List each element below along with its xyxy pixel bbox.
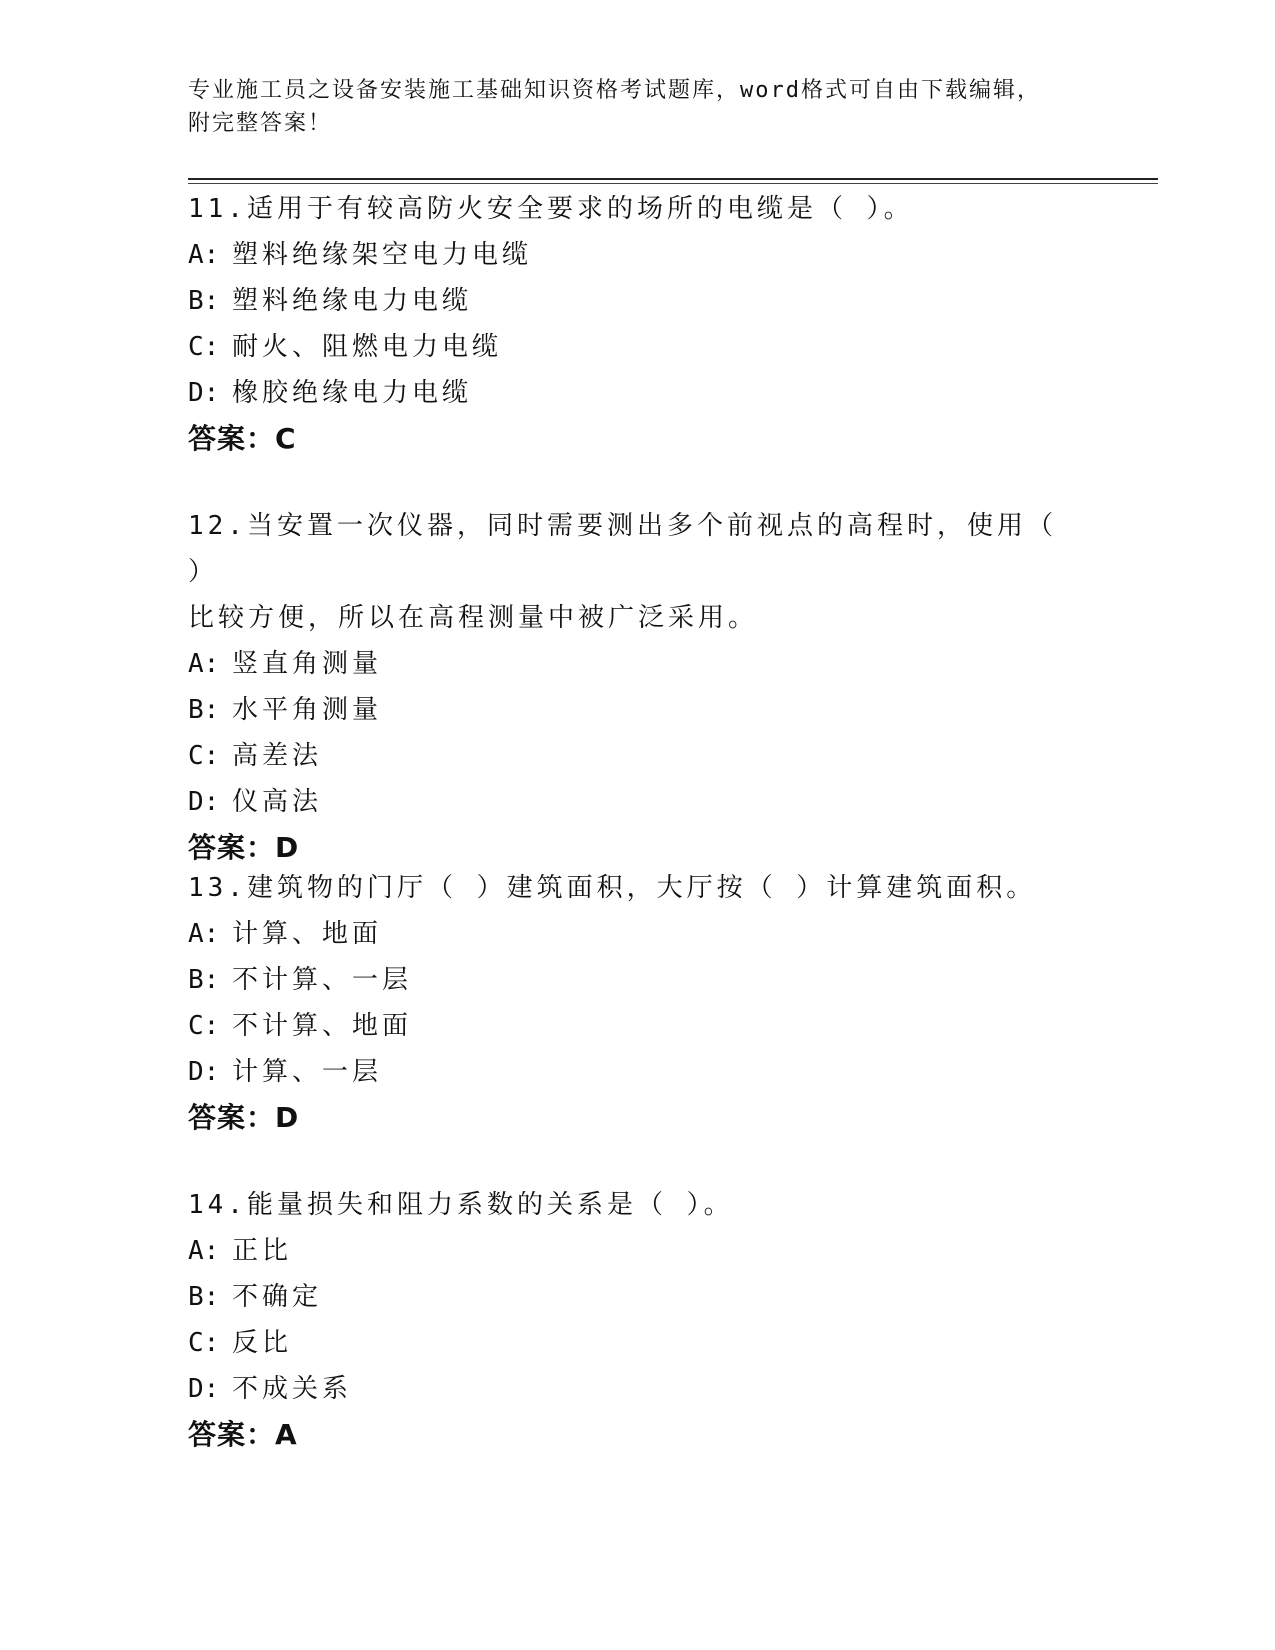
option-d <box>188 1049 1088 1095</box>
header-divider-thin <box>188 183 1158 184</box>
option-b <box>188 278 1088 324</box>
option-key: B: <box>188 965 220 995</box>
question-14 <box>188 1182 1088 1458</box>
option-c <box>188 733 1088 779</box>
option-b <box>188 1274 1088 1320</box>
option-d <box>188 779 1088 825</box>
option-text: 计算、一层 <box>232 1057 383 1087</box>
option-a <box>188 641 1088 687</box>
option-text: 不计算、一层 <box>232 965 413 995</box>
option-text: 竖直角测量 <box>232 649 383 679</box>
option-key: A: <box>188 240 220 270</box>
option-a <box>188 1228 1088 1274</box>
answer-line: 答案：A <box>188 1418 298 1451</box>
option-key: D: <box>188 1057 220 1087</box>
answer-line: 答案：D <box>188 831 300 864</box>
question-12 <box>188 503 1088 871</box>
question-stem: 11.适用于有较高防火安全要求的场所的电缆是（ ）。 <box>188 194 914 224</box>
option-key: A: <box>188 1236 220 1266</box>
option-text: 计算、地面 <box>232 919 383 949</box>
option-d <box>188 1366 1088 1412</box>
option-c <box>188 324 1088 370</box>
option-d <box>188 370 1088 416</box>
option-key: B: <box>188 286 220 316</box>
option-key: D: <box>188 787 220 817</box>
option-key: C: <box>188 332 220 362</box>
option-b <box>188 687 1088 733</box>
option-key: B: <box>188 695 220 725</box>
option-key: D: <box>188 378 220 408</box>
question-stem: 13.建筑物的门厅（ ）建筑面积，大厅按（ ）计算建筑面积。 <box>188 873 1037 903</box>
option-key: C: <box>188 1328 220 1358</box>
header-line-2: 附完整答案！ <box>188 111 333 136</box>
option-text: 塑料绝缘架空电力电缆 <box>232 240 533 270</box>
question-stem-line-2: 比较方便，所以在高程测量中被广泛采用。 <box>188 603 759 633</box>
option-key: C: <box>188 1011 220 1041</box>
question-stem: 14.能量损失和阻力系数的关系是（ ）。 <box>188 1190 734 1220</box>
option-text: 水平角测量 <box>232 695 383 725</box>
option-c <box>188 1320 1088 1366</box>
answer-line: 答案：C <box>188 422 297 455</box>
option-text: 不计算、地面 <box>232 1011 413 1041</box>
header-line-1: 专业施工员之设备安装施工基础知识资格考试题库，word格式可自由下载编辑， <box>188 78 1041 103</box>
option-text: 塑料绝缘电力电缆 <box>232 286 473 316</box>
option-text: 正比 <box>232 1236 293 1266</box>
option-text: 不成关系 <box>232 1374 353 1404</box>
option-text: 橡胶绝缘电力电缆 <box>232 378 473 408</box>
option-a <box>188 232 1088 278</box>
option-text: 高差法 <box>232 741 323 771</box>
option-text: 耐火、阻燃电力电缆 <box>232 332 503 362</box>
document-header <box>188 74 1088 140</box>
option-text: 反比 <box>232 1328 293 1358</box>
option-a <box>188 911 1088 957</box>
option-text: 仪高法 <box>232 787 323 817</box>
question-stem-line-1: 12.当安置一次仪器，同时需要测出多个前视点的高程时，使用（ ） <box>188 511 1057 587</box>
question-13 <box>188 865 1088 1141</box>
option-key: D: <box>188 1374 220 1404</box>
option-c <box>188 1003 1088 1049</box>
header-divider-thick <box>188 178 1158 180</box>
option-b <box>188 957 1088 1003</box>
question-11 <box>188 186 1088 462</box>
option-text: 不确定 <box>232 1282 323 1312</box>
option-key: C: <box>188 741 220 771</box>
option-key: A: <box>188 649 220 679</box>
answer-line: 答案：D <box>188 1101 300 1134</box>
option-key: B: <box>188 1282 220 1312</box>
option-key: A: <box>188 919 220 949</box>
